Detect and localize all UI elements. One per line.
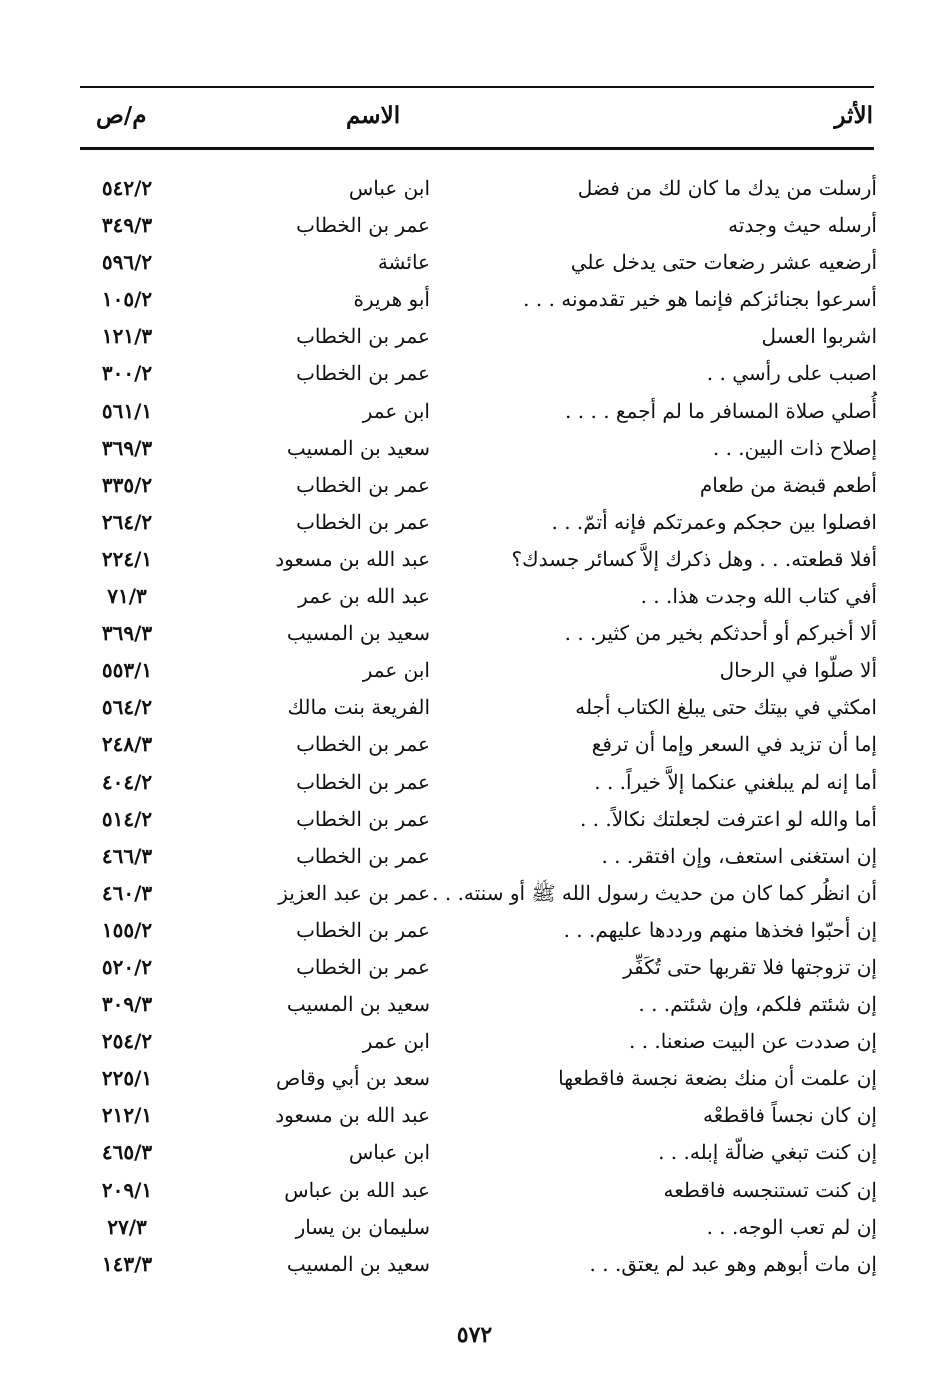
volume-page-reference: ١٠٥/٢	[101, 287, 153, 312]
volume-page-reference: ٣٤٩/٣	[101, 213, 153, 238]
athar-text: امكثي في بيتك حتى يبلغ الكتاب أجله	[575, 695, 877, 720]
volume-page-reference: ١٤٣/٣	[101, 1251, 153, 1276]
table-row	[0, 1246, 949, 1283]
table-row	[0, 541, 949, 578]
volume-page-reference: ٥٥٣/١	[101, 658, 153, 683]
athar-text: أفلا قطعته. . . وهل ذكرك إلاَّ كسائر جسدك؟	[511, 546, 877, 571]
volume-page-reference: ١٢١/٣	[101, 324, 153, 349]
volume-page-reference: ٤٦٦/٣	[101, 843, 153, 868]
narrator-name: عمر بن الخطاب	[296, 361, 430, 386]
table-row	[0, 467, 949, 504]
header-name: الاسم	[346, 102, 401, 129]
volume-page-reference: ٢٦٤/٢	[101, 509, 153, 534]
table-row	[0, 504, 949, 541]
table-row	[0, 578, 949, 615]
narrator-name: عمر بن الخطاب	[296, 732, 430, 757]
table-row	[0, 1134, 949, 1171]
volume-page-reference: ١٥٥/٢	[101, 917, 153, 942]
athar-text: إن صددت عن البيت صنعنا. . .	[629, 1029, 877, 1054]
athar-text: إن كنت تستنجسه فاقطعه	[663, 1177, 877, 1202]
volume-page-reference: ٢٢٥/١	[101, 1066, 153, 1091]
volume-page-reference: ٤٦٥/٣	[101, 1140, 153, 1165]
narrator-name: عبد الله بن مسعود	[275, 1103, 430, 1128]
volume-page-reference: ٢٤٨/٣	[101, 732, 153, 757]
narrator-name: سليمان بن يسار	[295, 1214, 430, 1239]
narrator-name: عمر بن الخطاب	[296, 213, 430, 238]
narrator-name: عمر بن الخطاب	[296, 806, 430, 831]
table-row	[0, 318, 949, 355]
narrator-name: ابن عباس	[348, 1140, 430, 1165]
narrator-name: سعيد بن المسيب	[286, 621, 430, 646]
athar-text: إن استغنى استعف، وإن افتقر. . .	[601, 843, 877, 868]
table-row	[0, 1172, 949, 1209]
athar-text: إن كنت تبغي ضالّة إبله. . .	[658, 1140, 877, 1165]
table-row	[0, 170, 949, 207]
narrator-name: سعيد بن المسيب	[286, 1251, 430, 1276]
narrator-name: عمر بن عبد العزيز	[278, 880, 430, 905]
top-rule	[80, 86, 874, 88]
narrator-name: عمر بن الخطاب	[296, 509, 430, 534]
volume-page-reference: ٥٢٠/٢	[101, 954, 153, 979]
volume-page-reference: ٢٥٤/٢	[101, 1029, 153, 1054]
table-row	[0, 207, 949, 244]
athar-text: إن لم تعب الوجه. . .	[706, 1214, 877, 1239]
table-row	[0, 1097, 949, 1134]
header-rule	[80, 147, 874, 150]
athar-text: أن انظُر كما كان من حديث رسول الله ﷺ أو سنته. . .	[432, 880, 877, 905]
athar-text: إما أن تزيد في السعر وإما أن ترفع	[591, 732, 877, 757]
athar-text: أطعم قبضة من طعام	[699, 472, 877, 497]
volume-page-reference: ٢٢٤/١	[101, 546, 153, 571]
narrator-name: أبو هريرة	[353, 287, 430, 312]
athar-text: أُصلي صلاة المسافر ما لم أجمع . . . .	[565, 398, 877, 423]
athar-text: إن تزوجتها فلا تقربها حتى تُكَفِّر	[623, 954, 877, 979]
athar-text: أما إنه لم يبلغني عنكما إلاَّ خيراً. . .	[594, 769, 877, 794]
narrator-name: عمر بن الخطاب	[296, 324, 430, 349]
volume-page-reference: ٣٠٠/٢	[101, 361, 153, 386]
narrator-name: ابن عباس	[348, 176, 430, 200]
volume-page-reference: ٢٧/٣	[107, 1214, 147, 1239]
athar-text: افصلوا بين حجكم وعمرتكم فإنه أتمّ. . .	[551, 509, 877, 534]
volume-page-reference: ٢١٢/١	[101, 1103, 153, 1128]
volume-page-reference: ٥٦١/١	[101, 398, 153, 423]
athar-text: إن أحبّوا فخذها منهم ورددها عليهم. . .	[563, 917, 877, 942]
volume-page-reference: ٥٩٦/٢	[101, 250, 153, 275]
volume-page-reference: ٣٠٩/٣	[101, 992, 153, 1017]
table-row	[0, 838, 949, 875]
table-row	[0, 355, 949, 392]
table-row	[0, 393, 949, 430]
table-row	[0, 652, 949, 689]
table-row	[0, 430, 949, 467]
athar-text: اشربوا العسل	[761, 324, 877, 349]
header-athar: الأثر	[834, 102, 873, 129]
narrator-name: عمر بن الخطاب	[296, 954, 430, 979]
volume-page-reference: ٥٦٤/٢	[101, 695, 153, 720]
athar-text: أرسله حيث وجدته	[728, 213, 877, 238]
athar-text: أرسلت من يدك ما كان لك من فضل	[577, 176, 877, 200]
table-row	[0, 949, 949, 986]
header-reference: م/ص	[96, 102, 147, 129]
table-row	[0, 1023, 949, 1060]
volume-page-reference: ٧١/٣	[107, 584, 147, 609]
table-row	[0, 801, 949, 838]
athar-text: أفي كتاب الله وجدت هذا. . .	[640, 584, 877, 609]
narrator-name: عمر بن الخطاب	[296, 472, 430, 497]
narrator-name: عبد الله بن مسعود	[275, 546, 430, 571]
athar-text: إن علمت أن منك بضعة نجسة فاقطعها	[558, 1066, 877, 1091]
table-row	[0, 726, 949, 763]
volume-page-reference: ٥١٤/٢	[101, 806, 153, 831]
volume-page-reference: ٥٤٢/٢	[101, 176, 153, 200]
athar-index-table	[0, 170, 949, 1283]
volume-page-reference: ٤٠٤/٢	[101, 769, 153, 794]
athar-text: اصبب على رأسي . .	[706, 361, 877, 386]
table-row	[0, 986, 949, 1023]
volume-page-reference: ٤٦٠/٣	[101, 880, 153, 905]
volume-page-reference: ٣٦٩/٣	[101, 621, 153, 646]
table-row	[0, 764, 949, 801]
athar-text: ألا صلّوا في الرحال	[719, 658, 877, 683]
athar-text: أرضعيه عشر رضعات حتى يدخل علي	[570, 250, 877, 275]
narrator-name: عبد الله بن عمر	[298, 584, 430, 609]
athar-text: إن شئتم فلكم، وإن شئتم. . .	[638, 992, 877, 1017]
volume-page-reference: ٢٠٩/١	[101, 1177, 153, 1202]
table-row	[0, 615, 949, 652]
athar-text: إن كان نجساً فاقطعْه	[702, 1103, 877, 1128]
table-row	[0, 1209, 949, 1246]
athar-text: أسرعوا بجنائزكم فإنما هو خير تقدمونه . . .	[523, 287, 877, 312]
volume-page-reference: ٣٦٩/٣	[101, 435, 153, 460]
narrator-name: ابن عمر	[362, 658, 430, 683]
table-row	[0, 281, 949, 318]
narrator-name: سعد بن أبي وقاص	[275, 1066, 430, 1091]
narrator-name: سعيد بن المسيب	[286, 992, 430, 1017]
page-number: ٥٧٢	[456, 1322, 493, 1348]
athar-text: إن مات أبوهم وهو عبد لم يعتق. . .	[589, 1251, 877, 1276]
narrator-name: عمر بن الخطاب	[296, 769, 430, 794]
narrator-name: ابن عمر	[362, 398, 430, 423]
narrator-name: عبد الله بن عباس	[284, 1177, 430, 1202]
narrator-name: سعيد بن المسيب	[286, 435, 430, 460]
narrator-name: عمر بن الخطاب	[296, 843, 430, 868]
narrator-name: عائشة	[377, 250, 430, 275]
narrator-name: ابن عمر	[362, 1029, 430, 1054]
table-row	[0, 1060, 949, 1097]
table-row	[0, 912, 949, 949]
athar-text: إصلاح ذات البين. . .	[712, 435, 877, 460]
narrator-name: عمر بن الخطاب	[296, 917, 430, 942]
table-row	[0, 244, 949, 281]
table-row	[0, 689, 949, 726]
athar-text: ألا أخبركم أو أحدثكم بخير من كثير. . .	[564, 621, 877, 646]
table-row	[0, 875, 949, 912]
narrator-name: الفريعة بنت مالك	[287, 695, 430, 720]
volume-page-reference: ٣٣٥/٢	[101, 472, 153, 497]
athar-text: أما والله لو اعترفت لجعلتك نكالاً. . .	[579, 806, 877, 831]
